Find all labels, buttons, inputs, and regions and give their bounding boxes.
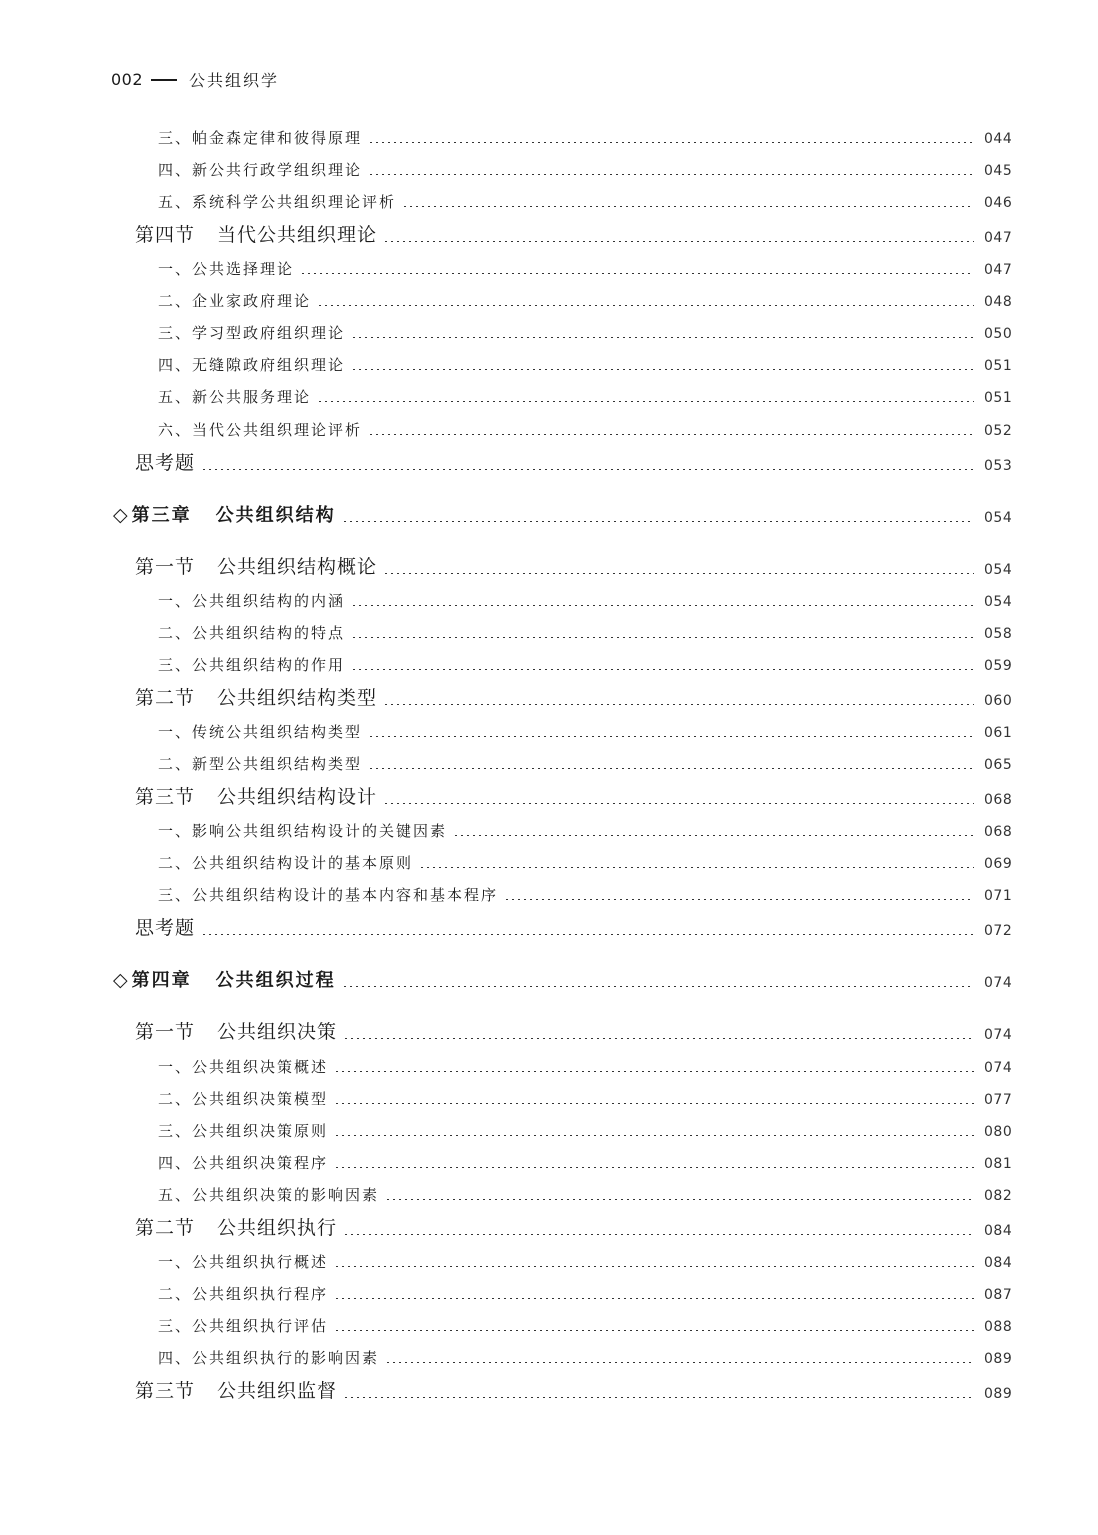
toc-entry-title: 公共组织结构概论	[217, 556, 378, 578]
toc-entry-label	[135, 220, 377, 247]
toc-entry-number: 第四章	[131, 970, 192, 991]
toc-entry-title: 三、公共组织决策原则	[158, 1122, 329, 1140]
toc-entry-title: 一、公共组织决策概述	[158, 1058, 329, 1076]
toc-entry-page-number: 069	[984, 856, 1013, 872]
toc-entry-label	[158, 191, 396, 212]
toc-entry-title: 一、传统公共组织结构类型	[158, 723, 363, 741]
toc-entry-title: 四、新公共行政学组织理论	[158, 161, 363, 179]
toc-item-entry	[0, 847, 1098, 873]
toc-item-entry	[0, 1310, 1098, 1336]
toc-entry-label	[158, 590, 345, 611]
dot-leader	[334, 1167, 974, 1168]
toc-entry-page-number: 052	[984, 423, 1013, 439]
toc-entry-page-number: 047	[984, 262, 1013, 278]
toc-entry-number: 第四节	[135, 224, 196, 246]
toc-item-entry	[0, 649, 1098, 675]
toc-item-entry	[0, 1115, 1098, 1141]
toc-entry-page-number: 081	[984, 1156, 1013, 1172]
toc-entry-label	[158, 1251, 328, 1272]
toc-entry-page-number: 089	[984, 1351, 1013, 1367]
toc-item-entry	[0, 617, 1098, 643]
dot-leader	[453, 835, 974, 836]
dot-leader	[368, 142, 974, 143]
toc-chapter-entry	[0, 966, 1098, 992]
toc-entry-page-number: 046	[984, 195, 1013, 211]
toc-entry-number: 第一节	[135, 556, 196, 578]
toc-entry-page-number: 060	[984, 693, 1013, 709]
toc-item-entry	[0, 1179, 1098, 1205]
toc-entry-label	[158, 1088, 328, 1109]
toc-section-entry	[0, 1377, 1098, 1403]
toc-entry-page-number: 074	[984, 1060, 1013, 1076]
toc-section-entry	[0, 553, 1098, 579]
toc-item-entry	[0, 1147, 1098, 1173]
toc-entry-label	[158, 1056, 328, 1077]
toc-item-entry	[0, 381, 1098, 407]
toc-entry-page-number: 082	[984, 1188, 1013, 1204]
toc-section-entry	[0, 783, 1098, 809]
toc-entry-label	[158, 884, 498, 905]
toc-item-entry	[0, 414, 1098, 440]
dot-leader	[351, 337, 974, 338]
toc-entry-title: 当代公共组织理论	[217, 224, 378, 246]
toc-entry-title: 公共组织结构类型	[217, 687, 378, 709]
toc-entry-page-number: 051	[984, 390, 1013, 406]
toc-entry-title: 一、公共组织执行概述	[158, 1253, 329, 1271]
toc-entry-title: 三、帕金森定律和彼得原理	[158, 129, 363, 147]
toc-entry-title: 公共组织监督	[217, 1380, 338, 1402]
toc-chapter-entry	[0, 501, 1098, 527]
toc-entry-page-number: 088	[984, 1319, 1013, 1335]
toc-entry-title: 四、无缝隙政府组织理论	[158, 356, 346, 374]
toc-entry-page-number: 059	[984, 658, 1013, 674]
toc-entry-label	[135, 1017, 337, 1044]
toc-entry-label	[158, 654, 345, 675]
toc-entry-number: 第三节	[135, 1380, 196, 1402]
toc-item-entry	[0, 1051, 1098, 1077]
toc-entry-label	[158, 721, 362, 742]
toc-entry-page-number: 074	[984, 1027, 1013, 1043]
dot-leader	[385, 1362, 974, 1363]
toc-entry-page-number: 058	[984, 626, 1013, 642]
toc-entry-page-number: 068	[984, 824, 1013, 840]
dot-leader	[343, 1234, 974, 1235]
toc-item-entry	[0, 815, 1098, 841]
toc-section-entry	[0, 914, 1098, 940]
toc-entry-page-number: 080	[984, 1124, 1013, 1140]
toc-entry-title: 公共组织结构	[215, 505, 336, 526]
toc-entry-label	[158, 1184, 379, 1205]
toc-entry-page-number: 084	[984, 1255, 1013, 1271]
toc-entry-page-number: 045	[984, 163, 1013, 179]
toc-entry-label	[135, 1213, 337, 1240]
toc-entry-page-number: 044	[984, 131, 1013, 147]
toc-entry-number: 第二节	[135, 687, 196, 709]
dot-leader	[334, 1103, 974, 1104]
dot-leader	[383, 803, 974, 804]
toc-entry-label	[158, 852, 413, 873]
toc-entry-title: 三、公共组织执行评估	[158, 1317, 329, 1335]
toc-entry-number: 第二节	[135, 1217, 196, 1239]
dot-leader	[368, 736, 974, 737]
toc-entry-title: 二、公共组织执行程序	[158, 1285, 329, 1303]
dot-leader	[368, 174, 974, 175]
toc-entry-label	[158, 1283, 328, 1304]
toc-entry-label	[158, 386, 311, 407]
toc-item-entry	[0, 122, 1098, 148]
toc-entry-title: 二、公共组织结构的特点	[158, 624, 346, 642]
toc-entry-page-number: 072	[984, 923, 1013, 939]
toc-entry-page-number: 087	[984, 1287, 1013, 1303]
dot-leader	[334, 1298, 974, 1299]
toc-entry-page-number: 048	[984, 294, 1013, 310]
toc-entry-title: 公共组织过程	[215, 970, 336, 991]
toc-entry-title: 公共组织执行	[217, 1217, 338, 1239]
dot-leader	[504, 899, 974, 900]
dot-leader	[201, 934, 974, 935]
dot-leader	[300, 273, 974, 274]
toc-item-entry	[0, 879, 1098, 905]
dot-leader	[343, 1038, 974, 1039]
toc-entry-title: 二、公共组织结构设计的基本原则	[158, 854, 414, 872]
toc-entry-page-number: 084	[984, 1223, 1013, 1239]
diamond-icon: ◇	[113, 504, 130, 526]
dot-leader	[201, 469, 974, 470]
dot-leader	[317, 305, 974, 306]
toc-entry-title: 公共组织决策	[217, 1021, 338, 1043]
toc-item-entry	[0, 186, 1098, 212]
dot-leader	[334, 1071, 974, 1072]
dot-leader	[342, 521, 974, 522]
toc-entry-label	[158, 290, 311, 311]
toc-entry-page-number: 077	[984, 1092, 1013, 1108]
toc-item-entry	[0, 154, 1098, 180]
toc-entry-page-number: 068	[984, 792, 1013, 808]
toc-entry-label	[135, 913, 195, 940]
toc-entry-label	[135, 448, 195, 475]
dot-leader	[385, 1199, 974, 1200]
toc-entry-page-number: 054	[984, 562, 1013, 578]
toc-entry-page-number: 071	[984, 888, 1013, 904]
dot-leader	[342, 986, 974, 987]
toc-section-entry	[0, 221, 1098, 247]
toc-item-entry	[0, 585, 1098, 611]
dot-leader	[334, 1330, 974, 1331]
toc-entry-label	[158, 1347, 379, 1368]
toc-entry-label	[158, 820, 447, 841]
toc-section-entry	[0, 449, 1098, 475]
running-head-page-number: 002	[111, 70, 144, 89]
toc-entry-label	[158, 1315, 328, 1336]
toc-entry-page-number: 065	[984, 757, 1013, 773]
toc-entry-title: 一、公共组织结构的内涵	[158, 592, 346, 610]
toc-entry-page-number: 074	[984, 975, 1013, 991]
dot-leader	[383, 704, 974, 705]
toc-entry-label	[158, 322, 345, 343]
toc-entry-number: 第一节	[135, 1021, 196, 1043]
dot-leader	[334, 1266, 974, 1267]
dot-leader	[402, 206, 974, 207]
toc-section-entry	[0, 1018, 1098, 1044]
toc-entry-title: 一、影响公共组织结构设计的关键因素	[158, 822, 448, 840]
toc-entry-label	[158, 1152, 328, 1173]
toc-entry-number: 第三章	[131, 505, 192, 526]
dot-leader	[368, 434, 974, 435]
toc-entry-label	[135, 1376, 337, 1403]
toc-item-entry	[0, 1278, 1098, 1304]
toc-entry-page-number: 050	[984, 326, 1013, 342]
toc-item-entry	[0, 253, 1098, 279]
toc-entry-number: 思考题	[135, 452, 196, 474]
toc-item-entry	[0, 1342, 1098, 1368]
dot-leader	[334, 1135, 974, 1136]
toc-entry-title: 五、新公共服务理论	[158, 388, 312, 406]
toc-entry-title: 三、公共组织结构设计的基本内容和基本程序	[158, 886, 499, 904]
toc-entry-title: 五、公共组织决策的影响因素	[158, 1186, 380, 1204]
toc-entry-label	[135, 782, 377, 809]
toc-entry-label	[158, 354, 345, 375]
dot-leader	[317, 401, 974, 402]
toc-entry-title: 二、新型公共组织结构类型	[158, 755, 363, 773]
toc-entry-page-number: 089	[984, 1386, 1013, 1402]
toc-item-entry	[0, 285, 1098, 311]
toc-entry-title: 公共组织结构设计	[217, 786, 378, 808]
dot-leader	[351, 369, 974, 370]
running-head-book-title: 公共组织学	[189, 71, 280, 90]
toc-item-entry	[0, 716, 1098, 742]
toc-entry-label	[158, 159, 362, 180]
toc-entry-title: 二、公共组织决策模型	[158, 1090, 329, 1108]
toc-item-entry	[0, 349, 1098, 375]
toc-entry-title: 五、系统科学公共组织理论评析	[158, 193, 397, 211]
toc-entry-label	[113, 966, 336, 992]
toc-section-entry	[0, 684, 1098, 710]
toc-entry-page-number: 061	[984, 725, 1013, 741]
toc-item-entry	[0, 1246, 1098, 1272]
toc-entry-page-number: 047	[984, 230, 1013, 246]
toc-entry-label	[135, 683, 377, 710]
dot-leader	[368, 768, 974, 769]
toc-entry-title: 二、企业家政府理论	[158, 292, 312, 310]
toc-item-entry	[0, 1083, 1098, 1109]
toc-entry-title: 四、公共组织决策程序	[158, 1154, 329, 1172]
toc-entry-label	[158, 258, 294, 279]
dot-leader	[351, 637, 974, 638]
dot-leader	[343, 1397, 974, 1398]
dot-leader	[383, 241, 974, 242]
toc-entry-page-number: 054	[984, 594, 1013, 610]
toc-entry-number: 思考题	[135, 917, 196, 939]
diamond-icon: ◇	[113, 969, 130, 991]
toc-entry-label	[113, 501, 336, 527]
toc-entry-title: 三、学习型政府组织理论	[158, 324, 346, 342]
toc-item-entry	[0, 748, 1098, 774]
dot-leader	[419, 867, 974, 868]
dot-leader	[351, 605, 974, 606]
toc-entry-title: 六、当代公共组织理论评析	[158, 421, 363, 439]
toc-entry-page-number: 054	[984, 510, 1013, 526]
toc-entry-label	[158, 127, 362, 148]
toc-entry-page-number: 051	[984, 358, 1013, 374]
toc-section-entry	[0, 1214, 1098, 1240]
toc-entry-label	[158, 753, 362, 774]
toc-entry-title: 四、公共组织执行的影响因素	[158, 1349, 380, 1367]
dot-leader	[351, 669, 974, 670]
toc-entry-label	[158, 622, 345, 643]
toc-entry-title: 三、公共组织结构的作用	[158, 656, 346, 674]
toc-item-entry	[0, 317, 1098, 343]
toc-entry-number: 第三节	[135, 786, 196, 808]
toc-entry-title: 一、公共选择理论	[158, 260, 295, 278]
toc-entry-label	[158, 1120, 328, 1141]
toc-entry-label	[158, 419, 362, 440]
dot-leader	[383, 573, 974, 574]
toc-entry-page-number: 053	[984, 458, 1013, 474]
toc-entry-label	[135, 552, 377, 579]
